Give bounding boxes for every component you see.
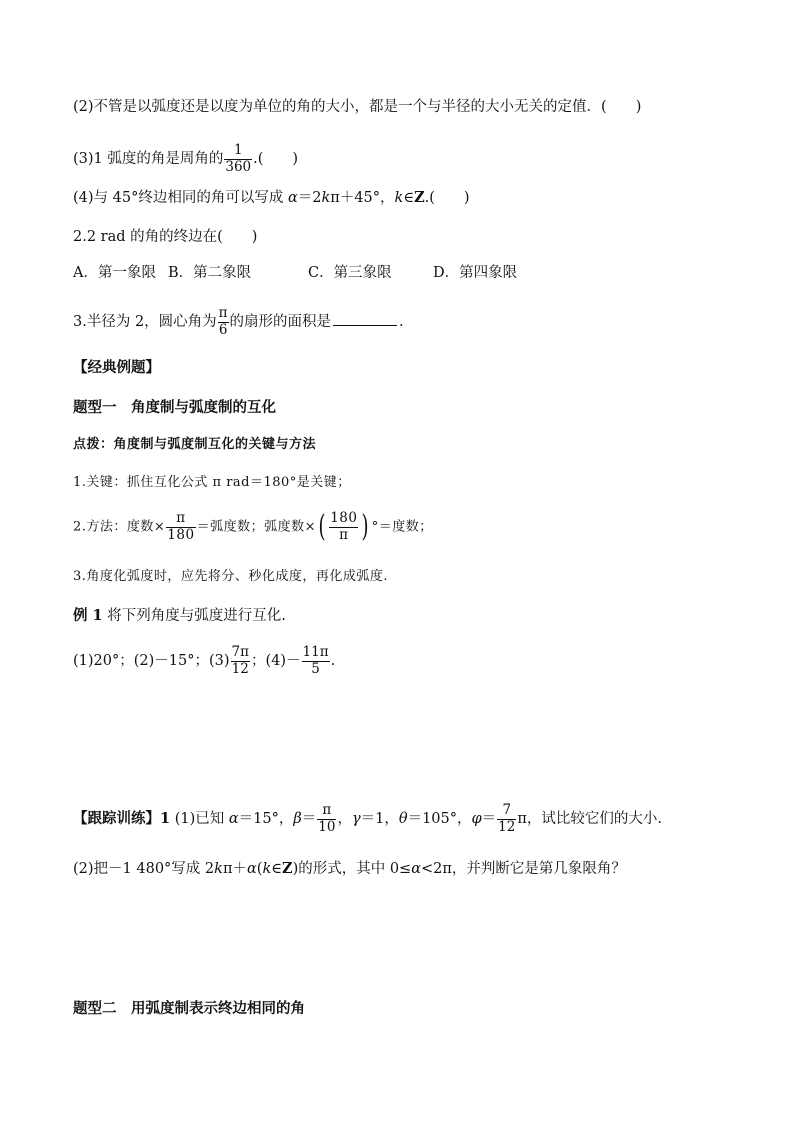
- option-b: B．第二象限: [168, 265, 252, 281]
- left-paren: (: [318, 509, 326, 545]
- answer-blank: [333, 324, 397, 326]
- option-a: A．第一象限: [73, 265, 156, 281]
- problem-2-options: [73, 266, 517, 281]
- question-3: (3)1 弧度的角是周角的 $\frac{1}{360}$ .( ): [73, 142, 299, 175]
- fraction-11pi-5: $\frac{11\pi}{5}$: [302, 644, 329, 677]
- tip-3: 3.角度化弧度时，应先将分、秒化成度，再化成弧度.: [73, 569, 389, 584]
- type-2-title: 题型二 用弧度制表示终边相同的角: [73, 1000, 305, 1017]
- example-1: 例 1 将下列角度与弧度进行互化.: [73, 607, 286, 624]
- tip-1: 1.关键：抓住互化公式 π rad＝180°是关键；: [73, 475, 351, 490]
- fraction-7pi-12: $\frac{7\pi}{12}$: [231, 644, 249, 677]
- option-d: D．第四象限: [433, 265, 518, 281]
- problem-3: 3.半径为 2，圆心角为 $\frac{\pi}{6}$ 的扇形的面积是 ．: [73, 305, 414, 338]
- tip-title: 点拨：角度制与弧度制互化的关键与方法: [73, 437, 317, 452]
- fraction-7-12: $\frac{7}{12}$: [498, 802, 516, 835]
- fraction-180-pi: $\frac{180}{\pi}$: [330, 510, 358, 543]
- fraction-pi-6: $\frac{\pi}{6}$: [218, 305, 228, 338]
- tip-2: 2.方法：度数× $\frac{\pi}{180}$ ＝弧度数；弧度数×( $\frac{180}{\pi}$ ) °＝度数；: [73, 509, 433, 545]
- type-1-title: 题型一 角度制与弧度制的互化: [73, 399, 276, 416]
- right-paren: ): [361, 509, 370, 545]
- track-training-1: 【跟踪训练】1 (1)已知 α＝15°，β＝ $\frac{\pi}{10}$ ，γ＝1，θ＝105°，φ＝ $\frac{7}{12}$ π，试比较它们的大小.: [73, 802, 662, 835]
- track-training-2: (2)把－1 480°写成 2kπ＋α(k∈Z)的形式，其中 0≤α<2π，并判断它是第几象限角？: [73, 860, 626, 877]
- section-title: 【经典例题】: [73, 359, 160, 376]
- fraction-pi-10: $\frac{\pi}{10}$: [318, 802, 336, 835]
- question-2: (2)不管是以弧度还是以度为单位的角的大小，都是一个与半径的大小无关的定值．( ): [73, 99, 642, 115]
- example-1-items: (1)20°；(2)－15°；(3) $\frac{7\pi}{12}$ ；(4)－ $\frac{11\pi}{5}$ .: [73, 644, 336, 677]
- problem-2: 2.2 rad 的角的终边在( ): [73, 229, 258, 245]
- fraction-1-360: $\frac{1}{360}$: [225, 142, 252, 175]
- option-c: C．第三象限: [308, 265, 392, 281]
- question-4: (4)与 45°终边相同的角可以写成 α＝2kπ＋45°，k∈Z.( ): [73, 189, 470, 206]
- fraction-pi-180: $\frac{\pi}{180}$: [167, 510, 195, 543]
